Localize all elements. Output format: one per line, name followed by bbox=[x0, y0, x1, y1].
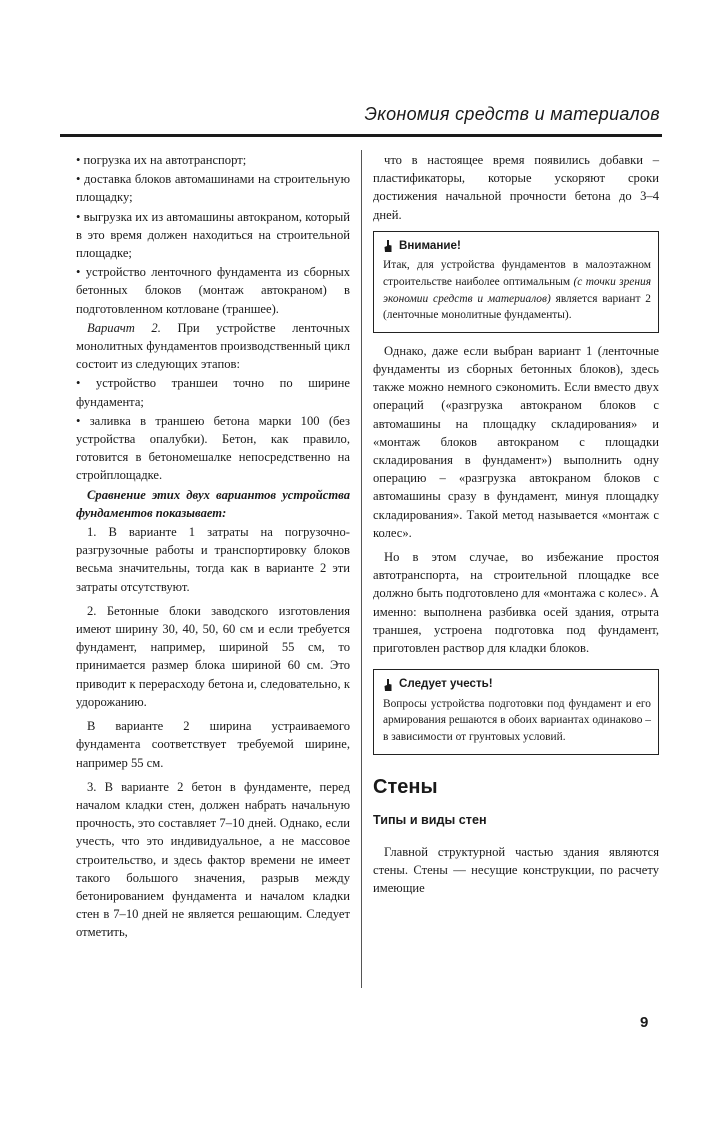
right-top-paragraph: что в настоящее время появились добавки – пластификаторы, которые ускоряют сроки достижения начальной прочности бетона до 3–4 дней. bbox=[373, 153, 659, 222]
attention-note-title: Внимание! bbox=[399, 238, 461, 252]
left-paragraph bbox=[76, 602, 350, 711]
left-paragraph bbox=[76, 374, 350, 410]
paragraph-text: • заливка в траншею бетона марки 100 (без устройства опалубки). Бетон, как правило, готовится в бетономешалке непосредственно на стройплощадке. bbox=[76, 413, 350, 483]
paragraph-text: • выгрузка их из автомашины автокраном, который в это время должен находиться на строительной площадке; bbox=[76, 209, 350, 261]
left-column bbox=[76, 151, 350, 943]
consider-note-text: Вопросы устройства подготовки под фундамент и его армирования решаются в обоих вариантах одинаково – в зависимости от грунтовых условий. bbox=[383, 697, 651, 744]
left-paragraph bbox=[76, 263, 350, 318]
left-paragraph bbox=[76, 151, 350, 169]
left-paragraph bbox=[76, 523, 350, 596]
right-column bbox=[373, 151, 659, 898]
pointing-hand-icon bbox=[383, 678, 393, 692]
consider-note bbox=[373, 669, 659, 754]
paragraph-text: • погрузка их на автотранспорт; bbox=[76, 153, 247, 167]
paragraph-text: • устройство ленточного фундамента из сборных бетонных блоков (монтаж автокраном) в подготовленном котловане (траншее). bbox=[76, 265, 350, 316]
left-paragraph bbox=[76, 778, 350, 942]
paragraph-text: 1. В варианте 1 затраты на погрузочно-разгрузочные работы и транспортировку блоков весьма значительны, тогда как в варианте 2 эти затраты отсутствуют. bbox=[76, 525, 350, 594]
note-text-part: Итак, для устройства фундаментов в малоэтажном строительстве наиболее оптимальным bbox=[383, 259, 651, 288]
subsection-heading: Типы и виды стен bbox=[373, 812, 487, 827]
right-paragraph-3: Но в этом случае, во избежание простоя автотранспорта, на строительной площадке все должно быть подготовлено для «монтажа с колес». А именно: выполнена разбивка осей здания, отрыта траншея, устроена подготовка под фундамент, приготовлен раствор для кладки блоков. bbox=[373, 550, 659, 656]
attention-note-header bbox=[383, 238, 651, 255]
running-header-title: Экономия средств и материалов bbox=[364, 104, 660, 124]
paragraph-text: • доставка блоков автомашинами на строительную площадку; bbox=[76, 172, 350, 205]
consider-note-header bbox=[383, 676, 651, 693]
paragraph-text: • устройство траншеи точно по ширине фундамента; bbox=[76, 376, 350, 409]
paragraph-text: 2. Бетонные блоки заводского изготовления имеют ширину 30, 40, 50, 60 см и если требуется фундамент, например, шириной 55 см, то принимается размер блока шириной 60 см. Это приводит к перерасходу бетона и, следовательно, к удорожанию. bbox=[76, 603, 350, 709]
paragraph-text: В варианте 2 ширина устраиваемого фундамента соответствует требуемой ширине, например 55 см. bbox=[76, 719, 350, 770]
column-divider bbox=[361, 150, 362, 988]
left-paragraph bbox=[76, 170, 350, 206]
paragraph-text: При устройстве ленточных монолитных фундаментов производственный цикл состоит из следующих этапов: bbox=[76, 320, 350, 372]
paragraph-text: 3. В варианте 2 бетон в фундаменте, перед началом кладки стен, должен набрать начальную прочность, это составляет 7–10 дней. Однако, если учесть, что это индивидуальное, а не массовое строительство, и здесь фактор времени не имеет такого большого значения, разрыв между бетонированием фундамента и началом кладки стен в 7–10 дней не является решающим. Следует отметить, bbox=[76, 779, 350, 940]
section-heading: Стены bbox=[373, 775, 438, 798]
consider-note-title: Следует учесть! bbox=[399, 677, 493, 691]
variant-label: Вариачт 2. bbox=[87, 320, 161, 335]
right-paragraph-4: Главной структурной частью здания являются стены. Стены — несущие конструкции, по расчету имеющие bbox=[373, 844, 659, 896]
running-header bbox=[60, 100, 662, 137]
left-paragraph bbox=[76, 208, 350, 263]
left-paragraph bbox=[76, 717, 350, 772]
note-text-italic: (с точки зрения экономии средств и материалов) bbox=[383, 276, 652, 305]
left-paragraph bbox=[76, 412, 350, 485]
pointing-hand-icon bbox=[383, 239, 393, 253]
attention-note bbox=[373, 231, 659, 333]
right-paragraph-2: Однако, даже если выбран вариант 1 (ленточные фундаменты из сборных бетонных блоков), здесь также можно немного сэкономить. Если вместо двух операций («разгрузка автокраном блоков с автомашины на площадку складирования» и «монтаж блоков автокраном с площадки складирования в фундамент») выполнить одну операцию – «разгрузка автокраном блоков с автомашины сразу в фундамент, минуя площадку складирования». Такой метод называется «монтаж с колес». bbox=[373, 343, 659, 540]
comparison-heading: Сравнение этих двух вариантов устройства фундаментов показывает: bbox=[76, 487, 350, 520]
left-paragraph bbox=[76, 319, 350, 374]
page-number: 9 bbox=[640, 1014, 649, 1031]
left-paragraph bbox=[76, 486, 350, 522]
attention-note-text bbox=[383, 257, 651, 323]
note-text-part: является вариант 2 (ленточные монолитные фундаменты). bbox=[383, 292, 651, 322]
